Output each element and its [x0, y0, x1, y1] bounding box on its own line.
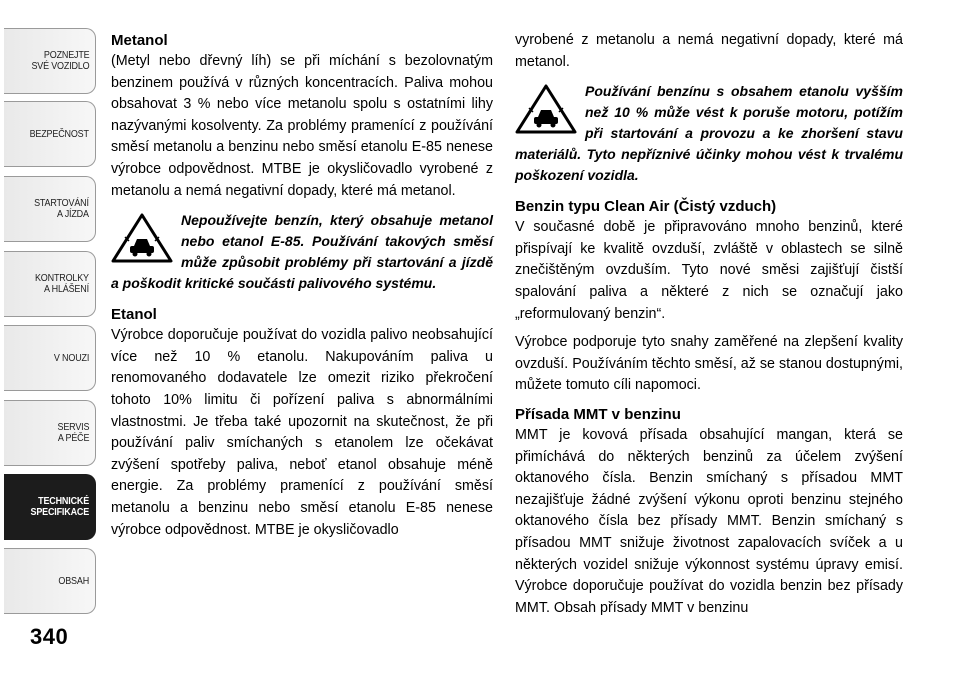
etanol-heading: Etanol	[111, 306, 157, 324]
clean-air-heading: Benzin typu Clean Air (Čistý vzduch)	[515, 198, 777, 216]
tab-technicke-specifikace[interactable]	[4, 474, 96, 540]
tab-label: BEZPEČNOST	[29, 128, 89, 140]
tab-label: OBSAH	[58, 575, 89, 587]
tab-label: POZNEJTE SVÉ VOZIDLO	[30, 50, 89, 72]
tab-label: SERVIS A PÉČE	[57, 422, 89, 444]
tab-label: TECHNICKÉ SPECIFIKACE	[30, 496, 89, 518]
mmt-heading: Přísada MMT v benzinu	[515, 405, 681, 423]
metanol-heading: Metanol	[111, 32, 168, 49]
tab-label: V NOUZI	[53, 352, 89, 364]
car-warning-triangle-icon	[111, 213, 173, 263]
warning-box	[111, 210, 493, 294]
continuation-paragraph: vyrobené z metanolu a nemá negativní dopady, které má metanol.	[515, 32, 903, 70]
left-column	[111, 30, 493, 541]
warning-text: Používání benzínu s obsahem etanolu vyšším než 10 % může vést k poruše motoru, potížím při startování a provozu a ke zhoršení stavu materiálů. Tyto nepříznivé účinky mohou vést k trvalému poškození vozidla.	[515, 83, 903, 184]
etanol-paragraph: Výrobce doporučuje používat do vozidla palivo neobsahující více než 10 % etanolu. Nakupováním paliva u renomovaného dodavatele lze omezit riziko překročení tohoto 10% limitu či pořízení paliva s abnormálními vlastnostmi. Je třeba také upozornit na skutečnost, že při používání paliv smíchaných s etanolem lze očekávat zvýšení spotřeby paliva, neboť etanol obsahuje méně energie. Za problémy pramenící z používání směsí metanolu a benzinu nebo směsí etanolu E-85 nenese výrobce odpovědnost. MTBE je okysličovadlo	[111, 327, 493, 538]
tab-obsah[interactable]	[4, 548, 96, 614]
tab-bezpecnost[interactable]	[4, 101, 96, 167]
tab-poznejte-sve-vozidlo[interactable]	[4, 28, 96, 94]
page-number: 340	[30, 624, 69, 649]
car-warning-triangle-icon	[515, 84, 577, 134]
tab-startovani-a-jizda[interactable]	[4, 176, 96, 242]
tab-v-nouzi[interactable]	[4, 325, 96, 391]
right-column	[515, 30, 903, 619]
clean-air-paragraph-2: Výrobce podporuje tyto snahy zaměřené na zlepšení kvality ovzduší. Používáním těchto směsí, až se stanou dostupnými, můžete tomuto cíli napomoci.	[515, 334, 903, 394]
tab-label: KONTROLKY A HLÁŠENÍ	[35, 273, 89, 295]
clean-air-paragraph-1: V současné době je připravováno mnoho benzinů, které přispívají ke kvalitě ovzduší, zvláště v oblastech se silně znečištěným ovzduším. Tyto nové směsi zajišťují čistší spalování paliva a některé z nich se označují jako „reformulovaný benzin“.	[515, 219, 903, 322]
tab-servis-a-pece[interactable]	[4, 400, 96, 466]
warning-box	[515, 81, 903, 186]
tab-label: STARTOVÁNÍ A JÍZDA	[34, 198, 89, 220]
mmt-paragraph: MMT je kovová přísada obsahující mangan, která se přimíchává do některých benzinů za účelem zvýšení oktanového čísla. Benzin smíchaný s přísadou MMT nezajišťuje žádné zvýšení výkonu oproti benzinu stejného oktanového čísla bez přísady MMT. Benzin smíchaný s přísadou MMT snižuje životnost zapalovacích svíček a u některých vozidel snižuje výkonnost systému úpravy emisí. Výrobce doporučuje používat do vozidla benzin bez přísady MMT. Obsah přísady MMT v benzinu	[515, 426, 903, 616]
metanol-paragraph: (Metyl nebo dřevný líh) se při míchání s bezolovnatým benzinem používá v různých koncentracích. Paliva mohou obsahovat 3 % nebo více metanolu spolu s ostatními lihy nazývanými kosolventy. Za problémy pramenící z používání směsí metanolu a benzinu nebo směsí etanolu E-85 nenese výrobce odpovědnost. MTBE je okysličovadlo vyrobené z metanolu a nemá negativní dopady, které má metanol.	[111, 53, 493, 199]
warning-text: Nepoužívejte benzín, který obsahuje metanol nebo etanol E-85. Používání takových směsí může způsobit problémy při startování a jízdě a poškodit kritické součásti palivového systému.	[111, 212, 493, 292]
tab-kontrolky-a-hlaseni[interactable]	[4, 251, 96, 317]
